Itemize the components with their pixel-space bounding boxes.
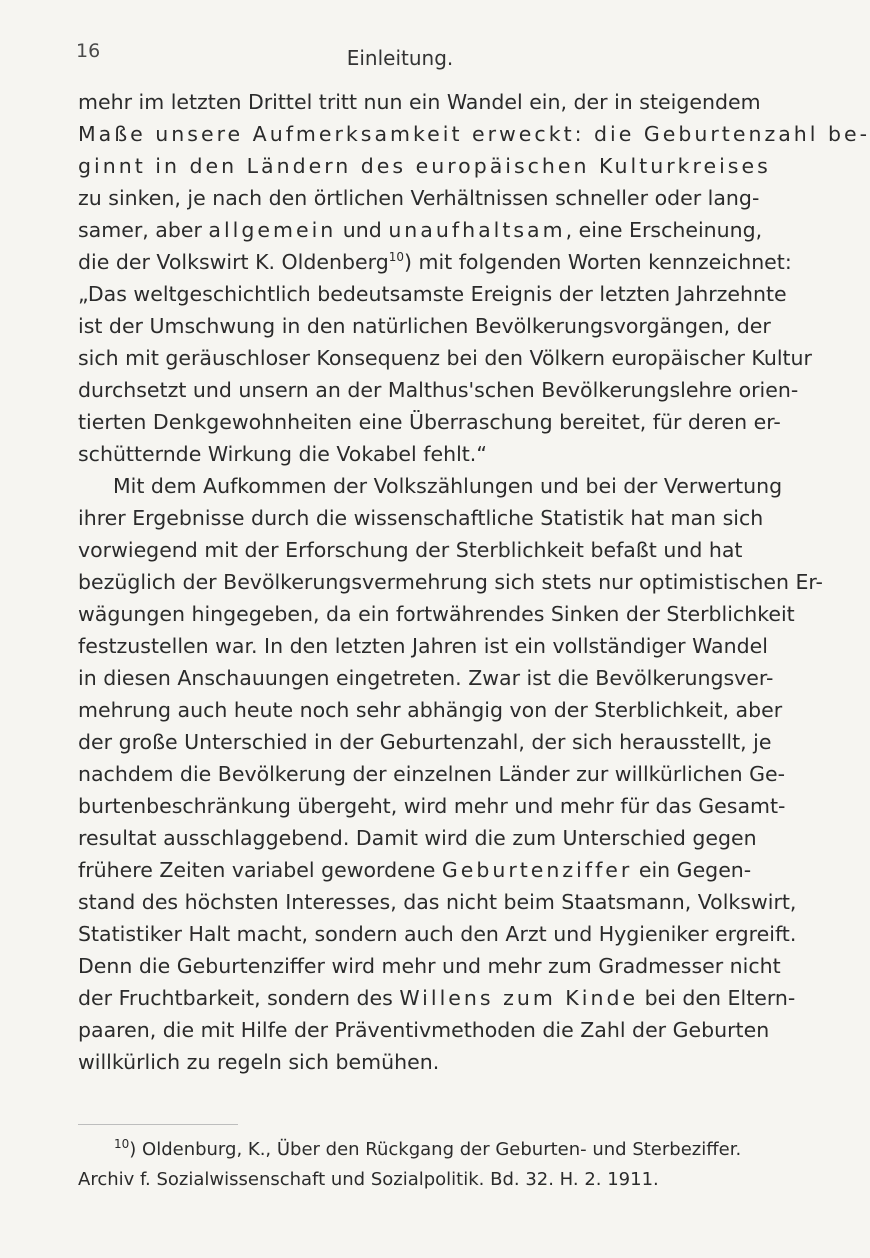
text-line: stand des höchsten Interesses, das nicht beim Staatsmann, Volkswirt, [78, 890, 797, 914]
text-run: ) Oldenburg, K., Über den Rückgang der Geburten- und Sterbeziffer. [129, 1139, 742, 1160]
text-line [78, 214, 763, 246]
text-line: willkürlich zu regeln sich bemühen. [78, 1050, 440, 1074]
text-line: schütternde Wirkung die Vokabel fehlt.“ [78, 442, 487, 466]
text-line: „Das weltgeschichtlich bedeutsamste Ereignis der letzten Jahrzehnte [78, 282, 787, 306]
text-line: bezüglich der Bevölkerungsvermehrung sich stets nur optimistischen Er- [78, 570, 823, 594]
text-line: durchsetzt und unsern an der Malthus'schen Bevölkerungslehre orien- [78, 378, 799, 402]
text-line: Mit dem Aufkommen der Volkszählungen und bei der Verwertung [113, 474, 783, 498]
text-run: die der Volkswirt K. Oldenberg [78, 250, 389, 274]
text-line: wägungen hingegeben, da ein fortwährendes Sinken der Sterblichkeit [78, 602, 795, 626]
text-line: zu sinken, je nach den örtlichen Verhältnissen schneller oder lang- [78, 186, 760, 210]
text-run: bei den Eltern- [638, 986, 796, 1010]
text-run: frühere Zeiten variabel gewordene [78, 858, 442, 882]
footnote-line [78, 1136, 742, 1164]
text-run: ein Gegen- [632, 858, 752, 882]
text-line: sich mit geräuschloser Konsequenz bei den Völkern europäischer Kultur [78, 346, 812, 370]
text-line: mehrung auch heute noch sehr abhängig von der Sterblichkeit, aber [78, 698, 783, 722]
footnote-number: 10 [114, 1137, 130, 1151]
text-line: der große Unterschied in der Geburtenzahl, der sich herausstellt, je [78, 730, 772, 754]
emphasis-text: Geburtenziffer [441, 858, 633, 882]
text-line: resultat ausschlaggebend. Damit wird die zum Unterschied gegen [78, 826, 757, 850]
text-run: der Fruchtbarkeit, sondern des [78, 986, 400, 1010]
text-run: samer, aber [78, 218, 209, 242]
text-line: burtenbeschränkung übergeht, wird mehr und mehr für das Gesamt- [78, 794, 786, 818]
text-line: vorwiegend mit der Erforschung der Sterblichkeit befaßt und hat [78, 538, 743, 562]
footnote-divider [78, 1124, 238, 1125]
text-line [78, 982, 796, 1014]
running-title: Einleitung. [346, 46, 454, 70]
text-line: festzustellen war. In den letzten Jahren ist ein vollständiger Wandel [78, 634, 768, 658]
footnote-line: Archiv f. Sozialwissenschaft und Sozialpolitik. Bd. 32. H. 2. 1911. [78, 1169, 659, 1190]
emphasis-text: Willens zum Kinde [399, 986, 639, 1010]
text-run: und [336, 218, 389, 242]
text-line: ihrer Ergebnisse durch die wissenschaftliche Statistik hat man sich [78, 506, 764, 530]
text-line: ist der Umschwung in den natürlichen Bevölkerungsvorgängen, der [78, 314, 771, 338]
text-line: in diesen Anschauungen eingetreten. Zwar ist die Bevölkerungsver- [78, 666, 774, 690]
text-line: Statistiker Halt macht, sondern auch den Arzt und Hygieniker ergreift. [78, 922, 797, 946]
text-line: Denn die Geburtenziffer wird mehr und mehr zum Gradmesser nicht [78, 954, 781, 978]
text-line [78, 246, 792, 278]
footnote-ref: 10 [388, 250, 404, 265]
emphasis-text: allgemein [208, 218, 337, 242]
text-line: Maße unsere Aufmerksamkeit erweckt: die Geburtenzahl be- [78, 122, 870, 146]
text-line [78, 854, 752, 886]
text-line: nachdem die Bevölkerung der einzelnen Länder zur willkürlichen Ge- [78, 762, 785, 786]
text-line: paaren, die mit Hilfe der Präventivmethoden die Zahl der Geburten [78, 1018, 770, 1042]
emphasis-text: unaufhaltsam [388, 218, 566, 242]
page-number: 16 [76, 40, 101, 62]
text-run: ) mit folgenden Worten kennzeichnet: [403, 250, 792, 274]
text-line: tierten Denkgewohnheiten eine Überraschung bereitet, für deren er- [78, 410, 781, 434]
text-run: , eine Erscheinung, [565, 218, 763, 242]
text-line: mehr im letzten Drittel tritt nun ein Wandel ein, der in steigendem [78, 90, 761, 114]
text-line: ginnt in den Ländern des europäischen Kulturkreises [78, 154, 771, 178]
